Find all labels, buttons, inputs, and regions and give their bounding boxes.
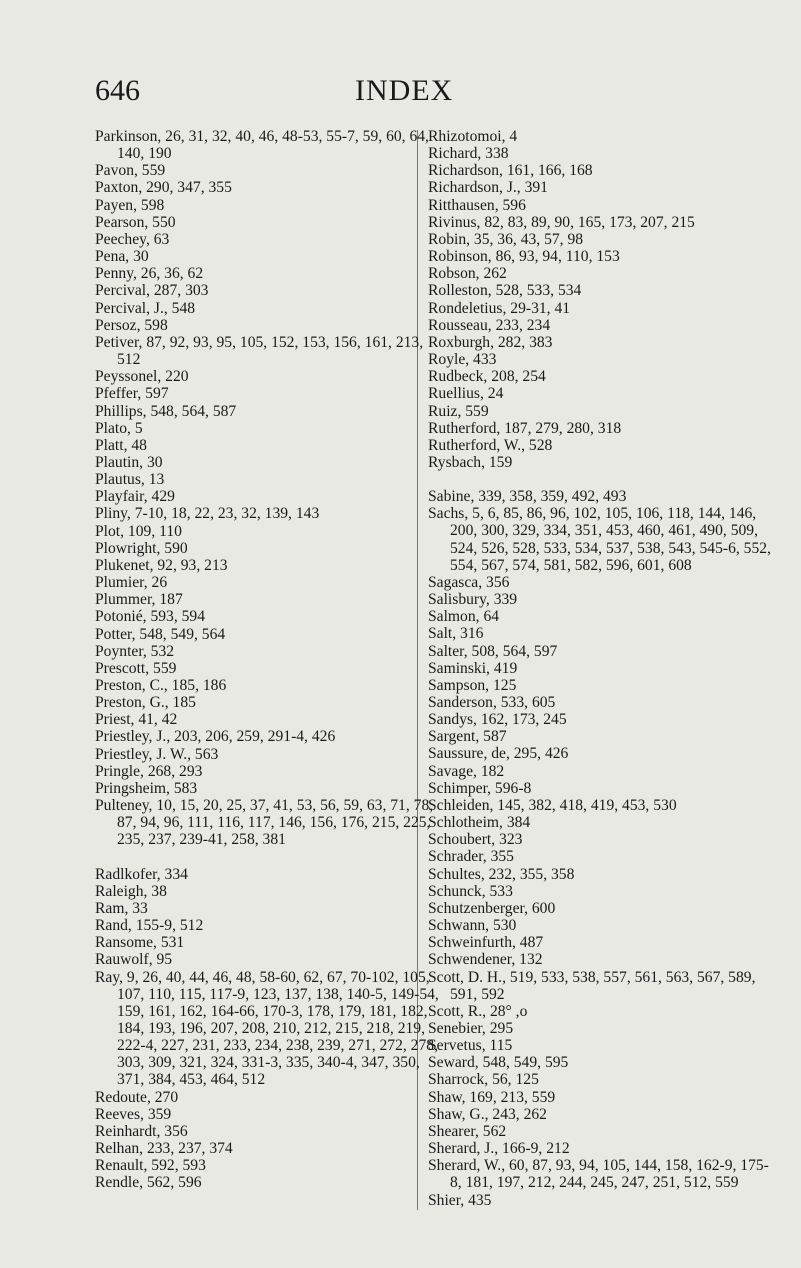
- index-entry: Rhizotomoi, 4: [428, 128, 518, 145]
- index-entry: Peyssonel, 220: [95, 368, 189, 386]
- index-entry: Schunck, 533: [428, 882, 513, 900]
- index-entry: Scott, R., 28° ,o: [428, 1002, 528, 1020]
- index-entry: Sanderson, 533, 605: [428, 694, 556, 711]
- index-entry: Salisbury, 339: [428, 591, 518, 609]
- index-entry: Seward, 548, 549, 595: [428, 1054, 569, 1072]
- index-entry: Reeves, 359: [95, 1105, 172, 1123]
- index-entry: Salt, 316: [428, 625, 484, 643]
- index-entry: Priestley, J. W., 563: [95, 745, 219, 763]
- index-entry: Rondeletius, 29-31, 41: [428, 299, 571, 317]
- index-entry: Redoute, 270: [95, 1088, 179, 1106]
- index-entry: Platt, 48: [95, 436, 147, 454]
- index-entry: Paxton, 290, 347, 355: [95, 179, 232, 197]
- index-entry: Potonié, 593, 594: [95, 608, 206, 626]
- index-entry: Schultes, 232, 355, 358: [428, 865, 575, 883]
- index-entry: Sharrock, 56, 125: [428, 1071, 539, 1089]
- index-entry: Schlotheim, 384: [428, 814, 531, 832]
- index-entry: Salter, 508, 564, 597: [428, 642, 558, 660]
- index-entry: Schwann, 530: [428, 917, 517, 935]
- index-entry: Sandys, 162, 173, 245: [428, 711, 567, 729]
- index-entry: Servetus, 115: [428, 1037, 513, 1055]
- index-entry: Plautus, 13: [95, 471, 165, 489]
- index-entry: Plowright, 590: [95, 539, 188, 557]
- index-entry: Ruellius, 24: [428, 385, 504, 403]
- index-entry: Relhan, 233, 237, 374: [95, 1140, 233, 1158]
- index-entry: Schrader, 355: [428, 848, 514, 866]
- index-entry: Scott, D. H., 519, 533, 538, 557, 561, 563, 567, 589, 591, 592: [428, 968, 756, 1003]
- index-entry: Sargent, 587: [428, 728, 507, 746]
- index-entry: Schimper, 596-8: [428, 779, 532, 797]
- index-entry: Shaw, G., 243, 262: [428, 1105, 547, 1123]
- index-entry: Petiver, 87, 92, 93, 95, 105, 152, 153, 156, 161, 213, 512: [95, 333, 424, 369]
- index-entry: Plummer, 187: [95, 591, 183, 609]
- index-entry: Richardson, J., 391: [428, 179, 548, 197]
- index-entry: Schoubert, 323: [428, 831, 523, 849]
- page-title: INDEX: [355, 74, 454, 107]
- index-entry: Ransome, 531: [95, 934, 185, 952]
- index-entry: Schwendener, 132: [428, 951, 543, 969]
- index-entry: Raleigh, 38: [95, 882, 167, 900]
- index-entry: Percival, J., 548: [95, 299, 196, 317]
- index-entry: Pringsheim, 583: [95, 779, 198, 797]
- index-entry: Pfeffer, 597: [95, 385, 169, 403]
- index-entry: Robson, 262: [428, 265, 507, 283]
- index-entry: Percival, 287, 303: [95, 282, 209, 300]
- index-entry: Rolleston, 528, 533, 534: [428, 282, 582, 300]
- index-entry: Plot, 109, 110: [95, 522, 182, 540]
- index-entry: Pringle, 268, 293: [95, 762, 203, 780]
- index-entry: Renault, 592, 593: [95, 1157, 206, 1175]
- index-entry: Payen, 598: [95, 196, 165, 214]
- index-entry: Pavon, 559: [95, 162, 166, 180]
- index-entry: Ray, 9, 26, 40, 44, 46, 48, 58-60, 62, 67, 70-102, 105, 107, 110, 115, 117-9, 123, 137, 138, 140-5, 149-54, 159, 161, 162, 164-66, 170-3, 178, 179, 181, 182, 184, 193, 196, 207, 208, 210, 212, 215, 218, 219, 222-4, 227, 231, 233, 234, 238, 239, 271, 272, 278, 303, 309, 321, 324, 331-3, 335, 340-4, 347, 350, 371, 384, 453, 464, 512: [95, 968, 439, 1089]
- index-entry: Priestley, J., 203, 206, 259, 291-4, 426: [95, 728, 336, 746]
- index-entry: Plumier, 26: [95, 574, 168, 592]
- index-entry: Penny, 26, 36, 62: [95, 265, 204, 283]
- index-entry: Poynter, 532: [95, 642, 175, 660]
- index-entry: Pliny, 7-10, 18, 22, 23, 32, 139, 143: [95, 505, 320, 523]
- index-entry: Preston, G., 185: [95, 694, 196, 712]
- index-entry: Sagasca, 356: [428, 573, 510, 591]
- index-entry: Saussure, de, 295, 426: [428, 745, 569, 763]
- index-entry: Richardson, 161, 166, 168: [428, 162, 593, 180]
- index-entry: Peechey, 63: [95, 230, 170, 248]
- page-number: 646: [95, 74, 140, 107]
- index-entry: Prescott, 559: [95, 659, 177, 677]
- index-entry: Preston, C., 185, 186: [95, 677, 227, 694]
- index-entry: Ritthausen, 596: [428, 196, 526, 214]
- index-entry: Schutzenberger, 600: [428, 899, 556, 917]
- index-entry: Phillips, 548, 564, 587: [95, 402, 237, 420]
- index-entry: Sherard, J., 166-9, 212: [428, 1140, 570, 1158]
- index-entry: Shaw, 169, 213, 559: [428, 1088, 556, 1106]
- index-entry: Rendle, 562, 596: [95, 1174, 202, 1192]
- page-header: [95, 74, 681, 114]
- index-entry: Sachs, 5, 6, 85, 86, 96, 102, 105, 106, 118, 144, 146, 200, 300, 329, 334, 351, 453, 460, 461, 490, 509, 524, 526, 528, 533, 534, 537, 538, 543, 545-6, 552, 554, 567, 574, 581, 582, 596, 601, 608: [428, 505, 771, 574]
- index-entry: Ruiz, 559: [428, 402, 489, 420]
- index-entry: Senebier, 295: [428, 1019, 514, 1037]
- index-entry: Plautin, 30: [95, 453, 163, 471]
- index-entry: Robin, 35, 36, 43, 57, 98: [428, 230, 584, 248]
- index-entry: Parkinson, 26, 31, 32, 40, 46, 48-53, 55-7, 59, 60, 64, 140, 190: [95, 128, 429, 163]
- index-entry: Sampson, 125: [428, 676, 517, 694]
- index-column-left: [95, 128, 440, 1192]
- index-entry: Schweinfurth, 487: [428, 934, 544, 952]
- index-entry: Richard, 338: [428, 145, 509, 163]
- index-entry: Schleiden, 145, 382, 418, 419, 453, 530: [428, 796, 677, 814]
- index-entry: Royle, 433: [428, 351, 497, 369]
- index-entry: Shier, 435: [428, 1191, 492, 1209]
- index-entry: Persoz, 598: [95, 316, 168, 334]
- index-entry: Pulteney, 10, 15, 20, 25, 37, 41, 53, 56, 59, 63, 71, 78, 87, 94, 96, 111, 116, 117, 146, 156, 176, 215, 225, 235, 237, 239-41, 258, 381: [95, 797, 434, 849]
- index-entry: Pena, 30: [95, 248, 149, 266]
- index-entry: Rousseau, 233, 234: [428, 316, 551, 334]
- index-entry: Rutherford, W., 528: [428, 436, 553, 454]
- index-entry: Rivinus, 82, 83, 89, 90, 165, 173, 207, 215: [428, 213, 695, 231]
- index-entry: Salmon, 64: [428, 608, 500, 626]
- index-entry: Rand, 155-9, 512: [95, 917, 204, 935]
- index-entry: Savage, 182: [428, 762, 505, 780]
- index-entry: Plato, 5: [95, 419, 143, 437]
- index-entry: Rutherford, 187, 279, 280, 318: [428, 419, 622, 437]
- index-entry: Plukenet, 92, 93, 213: [95, 556, 228, 574]
- index-entry: Reinhardt, 356: [95, 1122, 188, 1140]
- index-entry: Pearson, 550: [95, 213, 176, 231]
- index-entry: Ram, 33: [95, 899, 148, 917]
- index-entry: Roxburgh, 282, 383: [428, 333, 553, 351]
- index-entry: Shearer, 562: [428, 1122, 507, 1140]
- index-entry: Saminski, 419: [428, 659, 518, 677]
- index-entry: Priest, 41, 42: [95, 711, 178, 729]
- index-column-right: [428, 128, 773, 1209]
- index-entry: Robinson, 86, 93, 94, 110, 153: [428, 248, 620, 266]
- index-entry: Sherard, W., 60, 87, 93, 94, 105, 144, 158, 162-9, 175-8, 181, 197, 212, 244, 245, 247, 251, 512, 559: [428, 1157, 769, 1192]
- letter-section-gap: [428, 471, 773, 488]
- index-entry: Radlkofer, 334: [95, 865, 188, 883]
- index-entry: Potter, 548, 549, 564: [95, 625, 226, 643]
- index-entry: Rysbach, 159: [428, 453, 513, 471]
- index-entry: Rauwolf, 95: [95, 951, 173, 969]
- index-entry: Playfair, 429: [95, 488, 175, 506]
- letter-section-gap: [95, 849, 440, 866]
- index-entry: Sabine, 339, 358, 359, 492, 493: [428, 488, 627, 506]
- index-entry: Rudbeck, 208, 254: [428, 368, 546, 386]
